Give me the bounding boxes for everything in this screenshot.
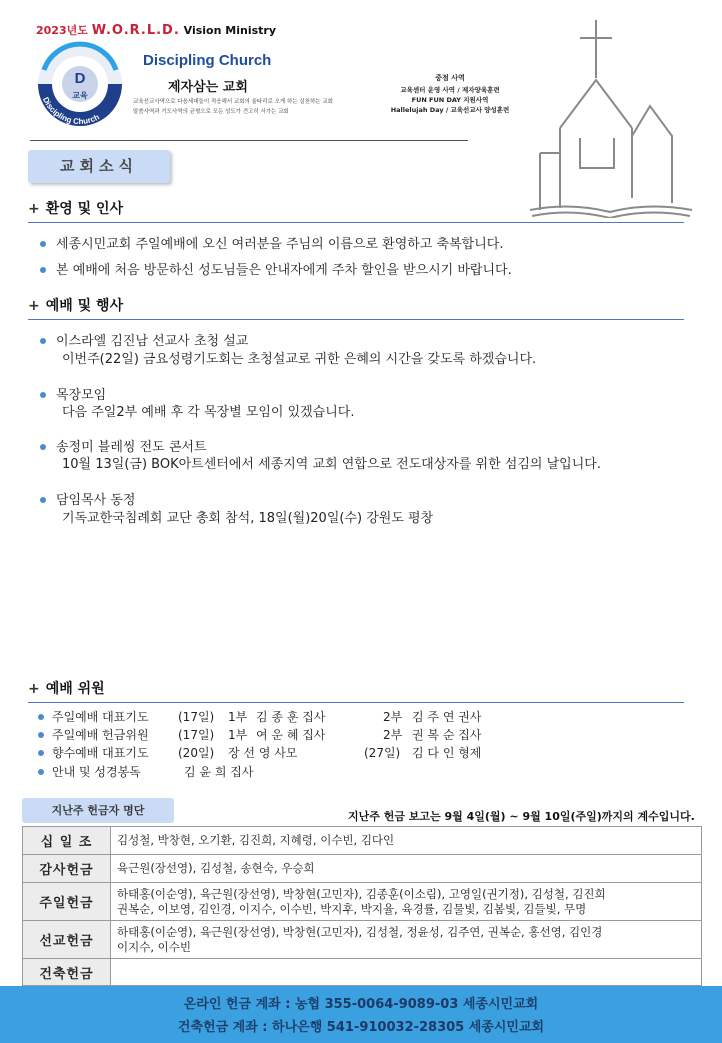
logo-letter: D	[74, 70, 86, 87]
welcome-heading	[28, 198, 684, 223]
offering-label: 주일헌금	[23, 883, 111, 921]
offering-tab: 지난주 헌금자 명단	[22, 798, 174, 823]
ministry-text: Vision Ministry	[183, 24, 276, 37]
brand-title: Discipling Church	[143, 52, 272, 69]
focus-item: Hallelujah Day / 교육선교사 양성훈련	[390, 106, 510, 114]
bullet-icon	[40, 338, 46, 344]
table-row	[23, 883, 702, 921]
world-text: W.O.R.L.D.	[91, 23, 180, 38]
servants-heading-text: 예배 위원	[45, 681, 105, 697]
focus-item: FUN FUN DAY 지원사역	[411, 96, 489, 104]
bullet-icon	[40, 267, 46, 273]
brand-subtitle: 제자삼는 교회	[168, 80, 248, 95]
table-row	[23, 959, 702, 986]
year-ministry-line	[36, 22, 276, 38]
event-title: 송정미 블레씽 전도 콘서트	[40, 436, 207, 455]
logo-word: 교육	[72, 91, 88, 100]
servant-row: 주일예배 헌금위원 (17일) 1부 여 운 혜 집사 2부 권 복 순 집사	[38, 726, 149, 743]
bullet-icon	[38, 750, 44, 756]
offering-names	[111, 959, 702, 986]
servant-row: 안내 및 성경봉독 김 윤 희 집사	[38, 763, 141, 780]
bullet-icon	[38, 732, 44, 738]
focus-title: 중점 사역	[435, 74, 465, 82]
event-detail: 다음 주일2부 예배 후 각 목장별 모임이 있겠습니다.	[62, 405, 355, 420]
servants-heading	[28, 678, 684, 703]
online-account: 온라인 헌금 계좌 : 농협 355-0064-9089-03 세종시민교회	[183, 997, 539, 1012]
offering-label: 십 일 조	[23, 827, 111, 855]
event-title: 담임목사 동정	[40, 489, 135, 508]
brand-desc-line: 말씀사역과 기도사역의 균형으로 모든 성도가 견고히 서가는 교회	[133, 109, 289, 115]
servant-row: 주일예배 대표기도 (17일) 1부 김 종 훈 집사 2부 김 주 연 권사	[38, 708, 149, 725]
bullet-icon	[38, 769, 44, 775]
events-heading	[28, 295, 684, 320]
news-tab: 교회소식	[28, 150, 170, 183]
event-detail: 이번주(22일) 금요성령기도회는 초청설교로 귀한 은혜의 시간을 갖도록 하겠습니다.	[62, 352, 537, 367]
brand-desc-line: 교육선교사역으로 다음세대들이 적응해서 교회의 울타리로 오게 하는 실천하는 교회	[133, 99, 333, 105]
offering-label: 건축헌금	[23, 959, 111, 986]
events-heading-text: 예배 및 행사	[45, 298, 124, 314]
offering-label: 선교헌금	[23, 921, 111, 959]
plus-icon: +	[28, 681, 40, 697]
bullet-icon	[40, 392, 46, 398]
brand-description	[133, 97, 348, 117]
table-row	[23, 855, 702, 883]
church-logo	[30, 40, 130, 132]
welcome-item: 본 예배에 처음 방문하신 성도님들은 안내자에게 주차 할인을 받으시기 바랍니다.	[40, 259, 512, 278]
year-text: 2023년도	[36, 24, 88, 37]
building-account: 건축헌금 계좌 : 하나은행 541-910032-28305 세종시민교회	[177, 1020, 545, 1035]
offering-label: 감사헌금	[23, 855, 111, 883]
servant-row: 향수예배 대표기도 (20일) 장 선 영 사모 (27일) 김 다 인 형제	[38, 744, 149, 761]
welcome-heading-text: 환영 및 인사	[45, 201, 124, 217]
offering-names: 김성철, 박창현, 오기환, 김진희, 지혜령, 이수빈, 김다인	[111, 827, 702, 855]
logo-ring-text: Discipling Church	[40, 95, 101, 127]
offering-note: 지난주 헌금 보고는 9월 4일(월) ~ 9월 10일(주일)까지의 계수입니다.	[348, 810, 695, 823]
bullet-icon	[40, 241, 46, 247]
focus-item: 교육센터 운영 사역 / 제자양육훈련	[400, 86, 500, 94]
bullet-icon	[40, 497, 46, 503]
event-title: 목장모임	[40, 384, 106, 403]
offering-names: 하태홍(이순영), 육근원(장선영), 박창현(고민자), 김성철, 정윤성, 김주연, 권복순, 홍선영, 김인경 이지수, 이수빈	[111, 921, 702, 959]
offering-names: 육근원(장선영), 김성철, 송현숙, 우승희	[111, 855, 702, 883]
table-row	[23, 921, 702, 959]
table-row	[23, 827, 702, 855]
event-detail: 기독교한국침례회 교단 총회 참석, 18일(월)20일(수) 강원도 평창	[62, 511, 434, 526]
offering-table	[22, 826, 702, 986]
welcome-item: 세종시민교회 주일예배에 오신 여러분을 주님의 이름으로 환영하고 축복합니다.	[40, 233, 503, 252]
event-detail: 10월 13일(금) BOK아트센터에서 세종지역 교회 연합으로 전도대상자를 위한 섬김의 날입니다.	[62, 457, 601, 472]
header-divider	[30, 140, 468, 141]
plus-icon: +	[28, 201, 40, 217]
event-title: 이스라엘 김진남 선교사 초청 설교	[40, 330, 248, 349]
bullet-icon	[38, 714, 44, 720]
bullet-icon	[40, 444, 46, 450]
plus-icon: +	[28, 298, 40, 314]
offering-names: 하태홍(이순영), 육근원(장선영), 박창현(고민자), 김종훈(이소림), 고영일(권기정), 김성철, 김진희 권복순, 이보영, 김인경, 이지수, 이수빈, 박지후, 박지율, 육경률, 김물빛, 김봄빛, 김들빛, 무명	[111, 883, 702, 921]
church-illustration	[520, 18, 700, 218]
focus-ministry	[370, 73, 530, 115]
